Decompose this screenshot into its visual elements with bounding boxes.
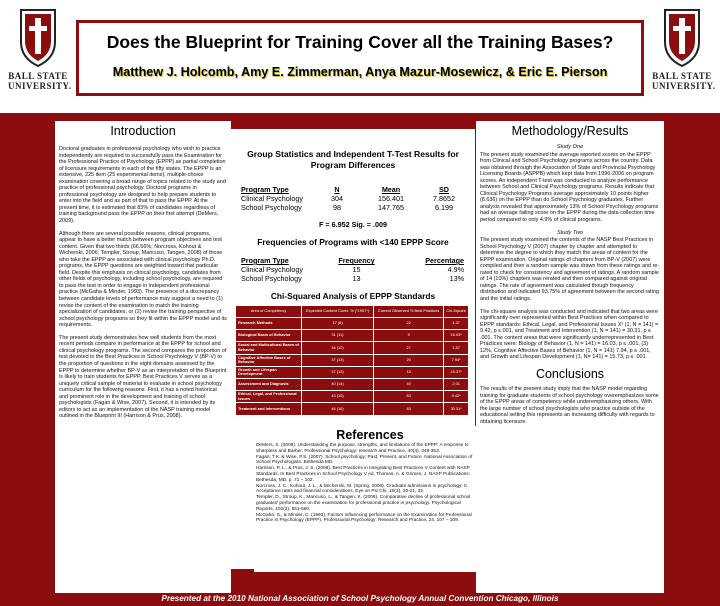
- logo-wordmark: BALL STATE UNIVERSITY.: [652, 71, 716, 91]
- ball-state-logo-left: [8, 8, 72, 108]
- table-row: Ethical, Legal, and Professional Issues 43 (15) 63 9.42*: [236, 391, 469, 403]
- methodology-text: [476, 144, 664, 361]
- reference-item: Fagan, T.K. & Wise, P.S. (2007). School psychology: Past, Present, and Future. National Association of School Psychologists. Bethesda MD.: [256, 454, 473, 466]
- table-row: School Psychology 98 147.765 6.199: [241, 203, 453, 212]
- shield-icon: [19, 8, 57, 68]
- table-row: Biological Basis of Behavior 31 (11) 9 15.03*: [236, 330, 469, 342]
- table-row: Assessment and Diagnosis 40 (14) 40 2.01: [236, 378, 469, 390]
- table-row: Treatment and Interventions 46 (16) 83 30.31*: [236, 403, 469, 415]
- methodology-panel: [476, 121, 664, 593]
- reference-item: Norcross, J. C., Kohout, J. L., & Wicherski, M. (Spring, 2006). Graduate admissions in psychology: II. Acceptance rates and financial considerations, Eye on Psi Chi, 10(3), 20-21, 32.: [256, 483, 468, 495]
- stats-header-row: Program Type N Mean SD: [241, 185, 449, 194]
- reference-item: Harrison, P. L., & Prus, J. S. (2008). Best Practices in Integrating Best Practices V Content with NASP Standards. In Best Practices in School Psychology V ed. Thomas, A. & Grimes, J. NASP Publications: Bethesda, MD, p. 71 – 102.: [256, 466, 470, 483]
- poster-title: Does the Blueprint for Training Cover all the Training Bases?: [106, 32, 614, 52]
- conclusions-text: The results of the present study imply that the NASP model regarding training for graduate students of school psychology overemphasizes some of the EPPP areas of competency while underemphasizing others. With the large number of school psychologists who practice outside of the educational setting this represents an increasing difficulty with regards to obtaining licensure.: [480, 385, 659, 425]
- study-two-label: Study Two: [556, 229, 583, 236]
- intro-paragraph: The present study demonstrates how well students from the most recent periods compare in performance at the EPPP for school and clinical psychology programs. The second compares the proportion of test devoted in the Best Practices in School Psychology V (BP-V) to the proportion of questions in the eight domains assessed by the EPPP to determine whether BP-V as an interpretation of the Blueprint is likely to train students for EPPP. Best Practices V serves as a uniquely critical sample of material to evaluate in school psychology curriculum for the following reasons. First, it has a noted historical and prominent role in the development and training of school psychologists (Fagan & Wise, 2007). Second, it is intended by its editors to act as an implementation of the NASP training model outlined in the Blueprint III (Harrison & Prus, 2008).: [59, 334, 227, 420]
- stats-table: [241, 185, 467, 212]
- conclusions-heading: Conclusions: [535, 366, 605, 381]
- freq-header-row: Program Type Frequency Percentage: [241, 256, 464, 265]
- freq-table: [241, 256, 467, 283]
- reference-item: DeMers, S. (2009). Understanding the purpose, strengths, and limitations of the EPPP: A response to Sharpless and Barber. Professional Psychology: research and Practice, 40(4), 348-353.: [256, 443, 469, 454]
- table-row: School Psychology 13 13%: [241, 274, 464, 283]
- introduction-text: [55, 146, 231, 420]
- table-row: Growth and Lifespan Development 37 (13) 13 15.37*: [236, 366, 469, 378]
- study-two-text: The present study examined the contents of the NASP Best Practices in School Psychology V (2007) chapter by chapter and attempted to determine the degree to which they match the areas of content for the EPPP examination. Original ratings of chapters from BP-V (2007) were compiled and then a random sample was drawn from these ratings and re-rated to check for consistency and agreement of ratings. A random sample of 14 (10%) chapters was rerated and then compared against original ratings. The rate of agreement was calculated though frequency distribution and indicated 93.75% of agreement between the second rating and the initial ratings.: [480, 237, 660, 303]
- chi-table-title: Chi-Squared Analysis of EPPP Standards: [270, 291, 436, 301]
- shield-icon: [663, 8, 701, 68]
- study-one-label: Study One: [556, 144, 584, 150]
- intro-paragraph: Doctoral graduates in professional psychology who wish to practice independently are required to successfully pass the Examination for the Professional Practice of Psychology (EPPP) as partial completion of licensure requirements in each of the fifty states. The EPPP is an extensive, 225 item (25 experimental items), multiple-choice examination covering a broad range of topics related to the study and practice of professional psychology. Doctoral programs in professional psychology are designed to help prepare students to enter into the field and as part of that to pass the EPPP. At the present time, it is estimated that 83% of candidates regardless of training background pass the EPPP on their first attempt (DeMers, 2009).: [59, 146, 226, 225]
- introduction-heading: Introduction: [110, 124, 176, 138]
- study-one-text: The present study examined the average reported scores on the EPPP from Clinical and School Psychology programs across the country. Data was obtained through the Association of State and Provincial Psychology Licensing Boards (ASPPB) which kept data from 1996-2006 on program scores. An independent T-test was conducted to analyze performance between School and Clinical Psychology programs. Results indicate that Clinical Psychology Programs average approximately 10 points higher (8.636) on the EPPP than do School Psychology graduates. Further analysis revealed that approximately 13% of School Psychology programs had an average failing score on the EPPP during the data collection time period compared to only 4.9% of clinical programs.: [480, 151, 659, 224]
- table-row: Cognitive Affective Bases of Behavior 37 (13) 20 7.94*: [236, 354, 469, 366]
- reference-item: Templer, D., Stroup, K., Mancuso, L., & Tangen, K. (2008). Comparative decline of professional school graduates' performance on the examination for professional practice in psychology. Psychological Reports, 102(2), 551-560.: [256, 495, 471, 512]
- methodology-heading: Methodology/Results: [511, 124, 629, 138]
- ball-state-logo-right: [652, 8, 716, 108]
- chi-square-table: [235, 305, 469, 416]
- poster-authors: Matthew J. Holcomb, Amy E. Zimmerman, Anya Mazur-Mosewicz, & Eric E. Pierson: [112, 65, 608, 79]
- footer-note: Presented at the 2010 National Association of School Psychology Annual Convention Chicago, Illinois: [161, 594, 559, 603]
- logo-wordmark: BALL STATE UNIVERSITY.: [8, 71, 72, 91]
- introduction-panel: [55, 121, 231, 593]
- freq-table-title: Frequencies of Programs with <140 EPPP Score: [257, 237, 449, 247]
- references-heading: References: [336, 428, 404, 442]
- chi-header-row: Area of Competency Expected Content Cover. % (*1997*) Current Observed % Best Practices Chi-Square: [236, 306, 469, 318]
- title-box: [76, 20, 644, 96]
- references-list: [256, 443, 474, 524]
- f-statistic: F = 6.952 Sig. = .009: [319, 220, 387, 229]
- poster-header: [0, 0, 720, 113]
- table-row: Social and Multicultural Bases of Behavior 34 (12) 27 1.57: [236, 342, 469, 354]
- table-row: Research Methods 17 (6) 22 1.37: [236, 318, 469, 330]
- table-row: Clinical Psychology 15 4.9%: [241, 265, 464, 274]
- reference-item: McGaha, S., & Minder, C. (1993). Factors influencing performance on the Examination for Professional Practice in Psychology (EPPP). Professional Psychology: Research and Practice, 24, 107 – 109.: [256, 512, 472, 524]
- stats-table-title: Group Statistics and Independent T-Test Results for Program Differences: [247, 149, 459, 170]
- study-two-chi-text: The chi-square analysis was conducted and indicated that two areas were significantly over represented within Best Practices when compared to EPPP standards: Ethical, Legal, and Professional Issues X² (1, N = 141) = 9.42, p ≤.001, and Treatment and Intervention (1, N = 141) = 30.31, p ≤ .001. The content areas that were significantly underrepresented in Best Practices were: Biology of Behavior (1, N = 141) = 16.03, p ≤ .001, (3) 12%, Cognitive Affective Bases of Behavior (1, N = 141) 7.94, p ≤ .001, and Growth and Lifespan Development (1, N= 141) = 15.73, p ≤ .001.: [480, 308, 659, 361]
- intro-paragraph: Although there are several possible reasons, clinical programs, appear to have a better match between program objectives and test content. Given that two thirds (66.56%; Norcross, Kohout & Wicherski, 2006; Templer, Stroup, Mancuso, Tangen, 2008) of those who take the EPPP are associated with clinical psychology Ph.D. programs, the EPPP questions are weighted toward that particular field. Despite this emphasis on clinical psychology, candidates from other fields of psychology, including school psychology, are required to pass the test in order to engage in independent professional practice (McGaha & Minder, 1993). The presence of a discrepancy between candidate levels of performance may suggest a need to (1) revise the content of the examination to match the training specialization of candidates, or (2) revise the training perspective of school psychology programs so they fit within the EPPP model and its requirements.: [59, 230, 227, 329]
- table-row: Clinical Psychology 304 156.401 7.8652: [241, 194, 455, 203]
